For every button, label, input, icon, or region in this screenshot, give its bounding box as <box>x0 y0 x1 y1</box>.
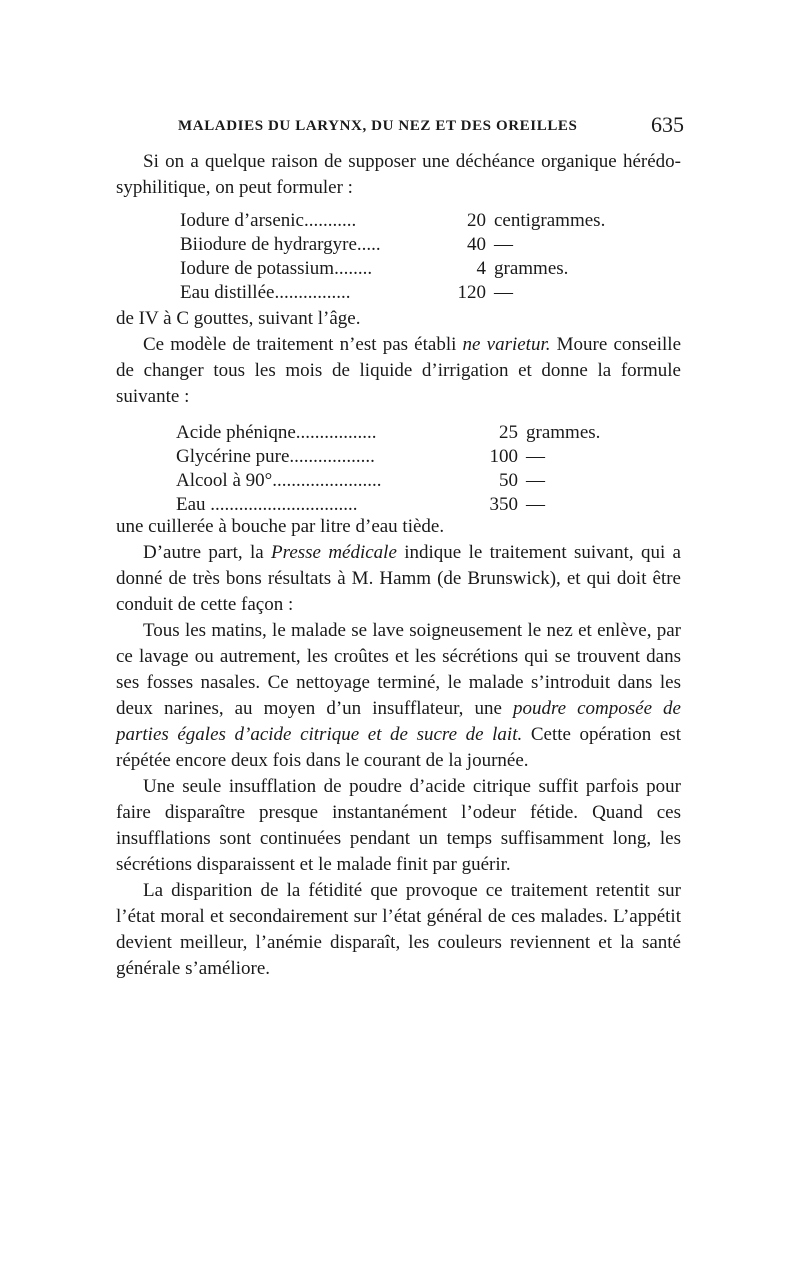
text-run: Moure conseille de changer tous les mois de liquide d’irrigation et donne la formule suivante : <box>116 334 681 407</box>
ingredient-name: Eau ............................... <box>176 494 358 515</box>
ingredient-name: Iodure d’arsenic........... <box>180 210 357 231</box>
running-header <box>178 112 684 144</box>
paragraph-insufflation: Une seule insufflation de poudre d’acide citrique suffit parfois pour faire disparaître presque instantanément l’odeur fétide. Quand ces insufflations sont continuées pendant un temps suffisamment long, les sécrétions disparaissent et le malade finit par guérir. <box>116 776 681 875</box>
text-run: Ce modèle de traitement n’est pas établi <box>143 334 463 355</box>
ingredient-unit: — <box>526 446 545 467</box>
ingredient-quantity: 100 <box>489 446 518 467</box>
ingredient-unit: — <box>526 470 545 491</box>
ingredient-unit: centigrammes. <box>494 210 606 231</box>
formula-phenic <box>176 421 636 517</box>
ingredient-quantity: 40 <box>467 234 486 255</box>
ingredient-name: Eau distillée................ <box>180 282 351 303</box>
ingredient-unit: — <box>526 494 545 515</box>
paragraph-moure <box>116 332 681 410</box>
paragraph-intro: Si on a quelque raison de supposer une déchéance organique hérédo-syphilitique, on peut formuler : <box>116 151 681 198</box>
ingredient-name: Biiodure de hydrargyre..... <box>180 234 381 255</box>
paragraph-morning <box>116 618 681 774</box>
formula-row <box>176 445 636 469</box>
ingredient-name: Acide phéniqne................. <box>176 422 377 443</box>
ingredient-quantity: 120 <box>457 282 486 303</box>
ingredient-quantity: 4 <box>476 258 486 279</box>
formula-row <box>180 209 640 233</box>
text-run: Tous les matins, le malade se lave soigneusement le nez et enlève, par ce lavage ou autrement, les croûtes et les sécrétions qui se trouvent dans ses fosses nasales. Ce nettoyage terminé, le malade s’introduit dans les deux narines, au moyen d’un insufflateur, une <box>116 620 681 719</box>
formula-row <box>180 257 640 281</box>
paragraph-spoonful: une cuillerée à bouche par litre d’eau tiède. <box>116 516 445 537</box>
ingredient-unit: — <box>494 234 513 255</box>
page-number: 635 <box>651 112 684 137</box>
ingredient-unit: grammes. <box>526 422 601 443</box>
formula-row <box>180 233 640 257</box>
formula-row <box>176 421 636 445</box>
paragraph-presse <box>116 540 681 618</box>
ingredient-name: Alcool à 90°....................... <box>176 470 382 491</box>
ingredient-name: Glycérine pure.................. <box>176 446 375 467</box>
running-title: MALADIES DU LARYNX, DU NEZ ET DES OREILLES <box>178 118 578 134</box>
ingredient-unit: grammes. <box>494 258 569 279</box>
paragraph-conclusion: La disparition de la fétidité que provoque ce traitement retentit sur l’état moral et secondairement sur l’état général de ces malades. L’appétit devient meilleur, l’anémie disparaît, les couleurs reviennent et la santé générale s’améliore. <box>116 880 681 979</box>
paragraph-dosage: de IV à C gouttes, suivant l’âge. <box>116 308 361 329</box>
italic-text: Presse médicale <box>271 542 397 563</box>
ingredient-quantity: 20 <box>467 210 486 231</box>
ingredient-unit: — <box>494 282 513 303</box>
text-run: Cette opération est répétée encore deux fois dans le courant de la journée. <box>116 724 681 771</box>
ingredient-quantity: 350 <box>489 494 518 515</box>
text-run: D’autre part, la <box>143 542 272 563</box>
formula-arsenic <box>180 209 640 305</box>
text-run: indique le traitement suivant, qui a donné de très bons résultats à M. Hamm (de Brunswick), et qui doit être conduit de cette façon : <box>116 542 681 615</box>
formula-row <box>176 469 636 493</box>
formula-row <box>180 281 640 305</box>
ingredient-quantity: 25 <box>499 422 518 443</box>
ingredient-quantity: 50 <box>499 470 518 491</box>
text-block-main <box>116 514 681 982</box>
text-block-intro <box>116 149 681 201</box>
italic-text: poudre composée de parties égales d’acide citrique et de sucre de lait. <box>116 698 681 745</box>
ingredient-name: Iodure de potassium........ <box>180 258 373 279</box>
italic-text: ne varietur. <box>462 334 551 355</box>
text-block-dosage <box>116 306 681 410</box>
